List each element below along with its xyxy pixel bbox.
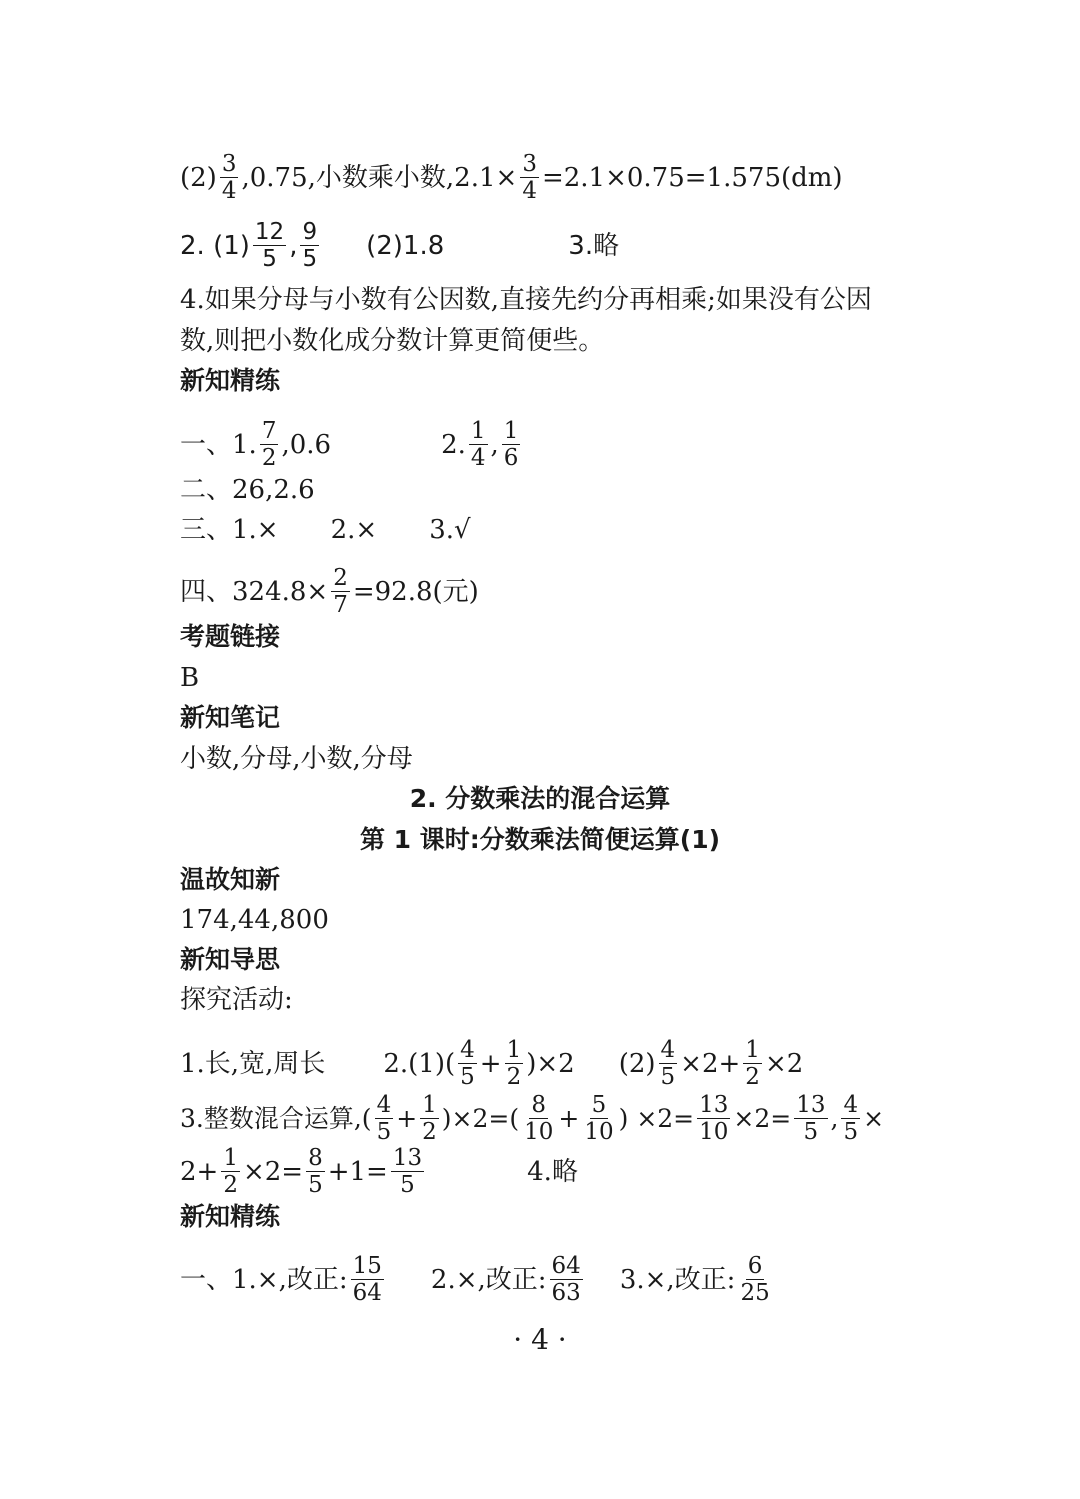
text: )×2: [526, 1048, 575, 1079]
denominator: 7: [333, 592, 348, 618]
denominator: 5: [376, 1119, 392, 1145]
text: 2.×: [330, 515, 378, 545]
denominator: 5: [302, 246, 318, 272]
fraction: [458, 1038, 477, 1089]
text: 一、1.×,改正:: [180, 1264, 348, 1295]
text: ) ×2=: [618, 1103, 695, 1133]
text: ,: [289, 230, 298, 261]
denominator: 4: [221, 178, 237, 204]
answer-line-corrections: [180, 1254, 775, 1305]
numerator: 13: [392, 1145, 423, 1171]
section-heading: [180, 945, 280, 975]
heading-text: 新知笔记: [180, 703, 281, 732]
fraction: [391, 1146, 424, 1197]
text: ×: [863, 1103, 885, 1133]
denominator: 10: [524, 1119, 554, 1145]
denominator: 10: [699, 1119, 729, 1145]
fraction: [331, 566, 350, 617]
text: 三、1.×: [180, 515, 279, 545]
text: 二、26,2.6: [180, 475, 315, 505]
denominator: 2: [422, 1119, 437, 1145]
fraction: [306, 1146, 325, 1197]
denominator: 2: [506, 1064, 522, 1090]
fraction: [351, 1254, 384, 1305]
answer-line-2-2: [180, 152, 843, 203]
page-number: · 4 ·: [513, 1323, 567, 1356]
fraction: [221, 1146, 240, 1197]
denominator: 25: [740, 1280, 770, 1306]
denominator: 5: [262, 246, 277, 272]
answer-line-2: [180, 220, 619, 271]
numerator: 13: [699, 1092, 729, 1118]
numerator: 12: [254, 219, 285, 245]
text: 数,则把小数化成分数计算更简便些。: [180, 326, 605, 356]
fraction: [520, 152, 539, 203]
text: ×2: [764, 1048, 804, 1079]
fraction: [375, 1093, 394, 1144]
denominator: 6: [503, 445, 519, 471]
denominator: 5: [400, 1172, 415, 1198]
numerator: 15: [352, 1253, 382, 1279]
numerator: 8: [308, 1145, 323, 1171]
section-heading: [180, 622, 280, 652]
heading-text: 新知精练: [180, 1202, 281, 1231]
text: B: [180, 663, 200, 693]
fraction: [743, 1038, 762, 1089]
answer-line-yi: [180, 419, 523, 470]
section-heading: [180, 1202, 280, 1232]
fraction: [502, 419, 521, 470]
fraction: [582, 1093, 615, 1144]
text: =92.8(元): [352, 576, 479, 607]
chapter-title: 2. 分数乘法的混合运算: [409, 784, 671, 813]
fraction: [697, 1093, 730, 1144]
text: 2+: [180, 1156, 219, 1187]
section-heading: [180, 703, 280, 733]
heading-text: 温故知新: [180, 865, 281, 894]
numerator: 1: [503, 418, 519, 444]
text: 1.长,宽,周长: [180, 1048, 326, 1079]
answer-line-3-cont: [180, 1146, 578, 1197]
numerator: 4: [376, 1092, 392, 1118]
text: 2.×,改正:: [430, 1264, 547, 1295]
text: 174,44,800: [180, 905, 329, 935]
text: 2.(1)(: [383, 1048, 456, 1079]
answer-line-b: [180, 663, 199, 693]
fraction: [738, 1254, 771, 1305]
heading-text: 考题链接: [180, 622, 281, 651]
text: ,: [490, 429, 499, 460]
answer-line-4a: [180, 285, 872, 315]
text: +: [558, 1103, 580, 1133]
section-heading: [180, 366, 280, 396]
text: 3.×,改正:: [619, 1264, 736, 1295]
text: ×2=: [733, 1103, 792, 1133]
lesson-title: 第 1 课时:分数乘法简便运算(1): [359, 825, 721, 854]
numerator: 4: [660, 1037, 676, 1063]
denominator: 5: [308, 1172, 323, 1198]
fraction: [260, 419, 279, 470]
text: 小数,分母,小数,分母: [180, 744, 413, 774]
numerator: 8: [531, 1092, 547, 1118]
denominator: 2: [261, 445, 277, 471]
answer-line-san: [180, 515, 471, 545]
text: +: [479, 1048, 502, 1079]
denominator: 5: [843, 1119, 859, 1145]
heading-text: 新知导思: [180, 945, 281, 974]
numerator: 3: [221, 151, 237, 177]
text: (2)1.8: [366, 230, 445, 261]
numerator: 4: [460, 1037, 475, 1063]
text: (2): [618, 1048, 656, 1079]
numerator: 1: [223, 1145, 238, 1171]
text: 四、324.8×: [180, 576, 329, 607]
text: ×2+: [680, 1048, 741, 1079]
numerator: 64: [551, 1253, 581, 1279]
answer-line-si: [180, 566, 479, 617]
text: ,: [830, 1103, 839, 1133]
fraction: [522, 1093, 555, 1144]
fraction: [794, 1093, 827, 1144]
fraction: [420, 1093, 439, 1144]
text: ,0.6: [281, 429, 332, 460]
text: +1=: [327, 1156, 388, 1187]
text: 4.如果分母与小数有公因数,直接先约分再相乘;如果没有公因: [180, 285, 872, 315]
text: 2.: [441, 429, 466, 460]
fraction: [659, 1038, 678, 1089]
fraction: [505, 1038, 524, 1089]
answer-line-review: [180, 905, 329, 935]
numerator: 5: [591, 1092, 607, 1118]
answer-line-3: [180, 1093, 884, 1144]
fraction: [550, 1254, 583, 1305]
fraction: [253, 220, 286, 271]
fraction: [220, 152, 239, 203]
text: ×2=: [242, 1156, 304, 1187]
denominator: 4: [470, 445, 486, 471]
text: 3.略: [568, 230, 620, 261]
numerator: 6: [747, 1253, 763, 1279]
text: +: [396, 1103, 418, 1133]
answer-line-4b: [180, 326, 604, 356]
numerator: 1: [506, 1037, 522, 1063]
answer-line-1-2: [180, 1038, 803, 1089]
heading-text: 新知精练: [180, 366, 281, 395]
text: ,0.75,小数乘小数,2.1×: [241, 162, 518, 193]
answer-line-er: [180, 475, 315, 505]
text: )×2=(: [441, 1103, 520, 1133]
text: 3.√: [429, 515, 471, 545]
numerator: 3: [522, 151, 537, 177]
fraction: [469, 419, 488, 470]
numerator: 1: [470, 418, 486, 444]
fraction: [300, 220, 319, 271]
denominator: 64: [352, 1280, 382, 1306]
text: 2. (1): [180, 230, 250, 261]
numerator: 1: [745, 1037, 760, 1063]
fraction: [841, 1093, 860, 1144]
answer-line-notes: [180, 744, 413, 774]
text: (2): [180, 162, 217, 193]
text: 一、1.: [180, 429, 257, 460]
numerator: 13: [796, 1092, 826, 1118]
denominator: 5: [803, 1119, 819, 1145]
numerator: 1: [422, 1092, 437, 1118]
denominator: 5: [460, 1064, 475, 1090]
denominator: 2: [223, 1172, 238, 1198]
answer-line-activity: [180, 985, 293, 1015]
numerator: 7: [261, 418, 277, 444]
text: 4.略: [527, 1156, 578, 1187]
denominator: 2: [745, 1064, 760, 1090]
numerator: 4: [843, 1092, 859, 1118]
denominator: 4: [522, 178, 537, 204]
text: =2.1×0.75=1.575(dm): [541, 162, 843, 193]
numerator: 2: [333, 565, 348, 591]
denominator: 10: [584, 1119, 614, 1145]
denominator: 5: [660, 1064, 676, 1090]
numerator: 9: [302, 219, 318, 245]
section-heading: [180, 865, 280, 895]
text: 探究活动:: [180, 985, 293, 1015]
text: 3.整数混合运算,(: [180, 1103, 372, 1133]
denominator: 63: [551, 1280, 581, 1306]
